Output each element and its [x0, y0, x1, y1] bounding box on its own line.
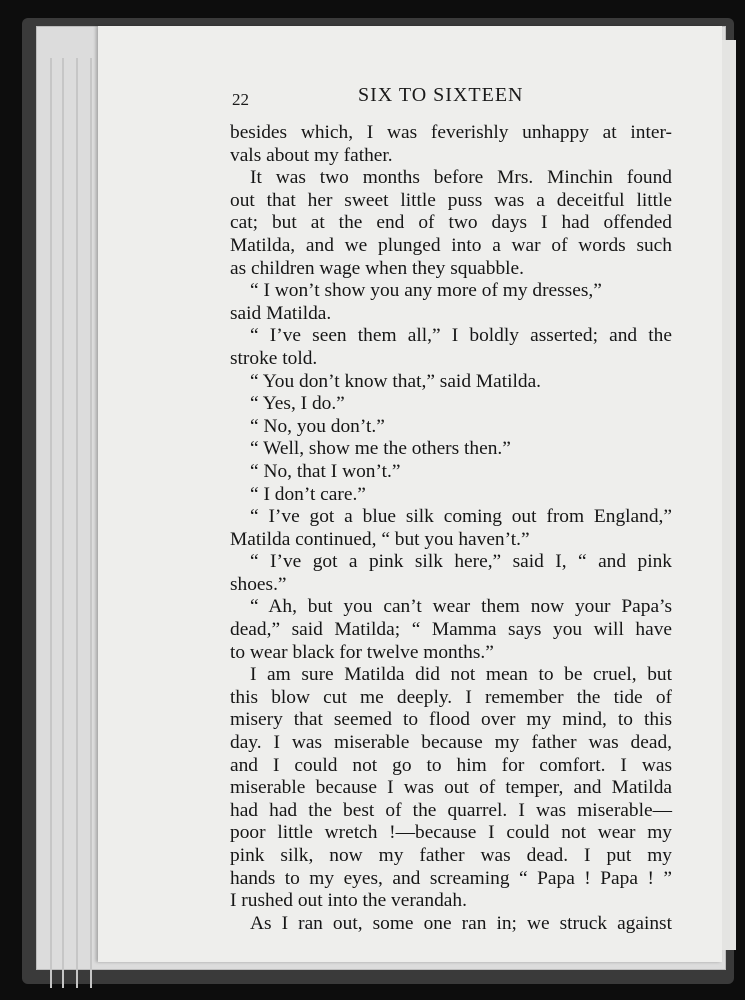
text-line: this blow cut me deeply. I remember the tide of — [230, 686, 672, 708]
text-line: hands to my eyes, and screaming “ Papa ! Papa ! ” — [230, 867, 672, 889]
running-head: SIX TO SIXTEEN — [358, 84, 524, 106]
text-line: Matilda, and we plunged into a war of words such — [230, 234, 672, 256]
page-number: 22 — [232, 90, 249, 109]
text-line: “ I’ve got a pink silk here,” said I, “ and pink — [250, 551, 672, 573]
text-line: poor little wretch !—because I could not wear my — [230, 822, 672, 844]
text-line: “ Yes, I do.” — [250, 393, 345, 415]
text-line: cat; but at the end of two days I had offended — [230, 212, 672, 234]
text-line: “ I won’t show you any more of my dresses,” — [250, 280, 602, 302]
text-line: I am sure Matilda did not mean to be cruel, but — [250, 664, 672, 686]
facing-page-edge — [722, 40, 736, 950]
text-line: As I ran out, some one ran in; we struck against — [250, 912, 672, 934]
text-line: “ No, you don’t.” — [250, 415, 385, 437]
text-line: miserable because I was out of temper, and Matilda — [230, 777, 672, 799]
text-line: shoes.” — [230, 573, 287, 595]
page-edge — [76, 58, 78, 988]
text-line: dead,” said Matilda; “ Mamma says you will have — [230, 619, 672, 641]
text-line: I rushed out into the verandah. — [230, 890, 467, 912]
text-line: day. I was miserable because my father was dead, — [230, 732, 672, 754]
page-edge — [50, 58, 52, 988]
text-line: “ I’ve got a blue silk coming out from England,” — [250, 506, 672, 528]
text-line: as children wage when they squabble. — [230, 257, 524, 279]
text-line: It was two months before Mrs. Minchin found — [250, 167, 672, 189]
page-edge — [90, 58, 92, 988]
text-line: vals about my father. — [230, 144, 393, 166]
text-line: Matilda continued, “ but you haven’t.” — [230, 528, 530, 550]
text-line: “ Well, show me the others then.” — [250, 438, 511, 460]
text-line: and I could not go to him for comfort. I was — [230, 754, 672, 776]
body-text — [230, 122, 672, 935]
text-line: “ You don’t know that,” said Matilda. — [250, 370, 542, 392]
text-line: said Matilda. — [230, 302, 332, 324]
text-line: to wear black for twelve months.” — [230, 641, 494, 663]
text-line: “ Ah, but you can’t wear them now your Papa’s — [250, 596, 672, 618]
text-line: had had the best of the quarrel. I was miserable— — [230, 799, 672, 821]
text-line: “ No, that I won’t.” — [250, 460, 401, 482]
text-line: “ I’ve seen them all,” I boldly asserted; and the — [250, 325, 672, 347]
text-line: pink silk, now my father was dead. I put my — [230, 845, 672, 866]
text-line: stroke told. — [230, 347, 318, 369]
text-line: “ I don’t care.” — [250, 483, 366, 505]
text-line: out that her sweet little puss was a deceitful little — [230, 189, 672, 211]
text-line: besides which, I was feverishly unhappy at inter- — [230, 122, 672, 143]
text-line: misery that seemed to flood over my mind, to this — [230, 709, 672, 731]
page-edge — [62, 58, 64, 988]
